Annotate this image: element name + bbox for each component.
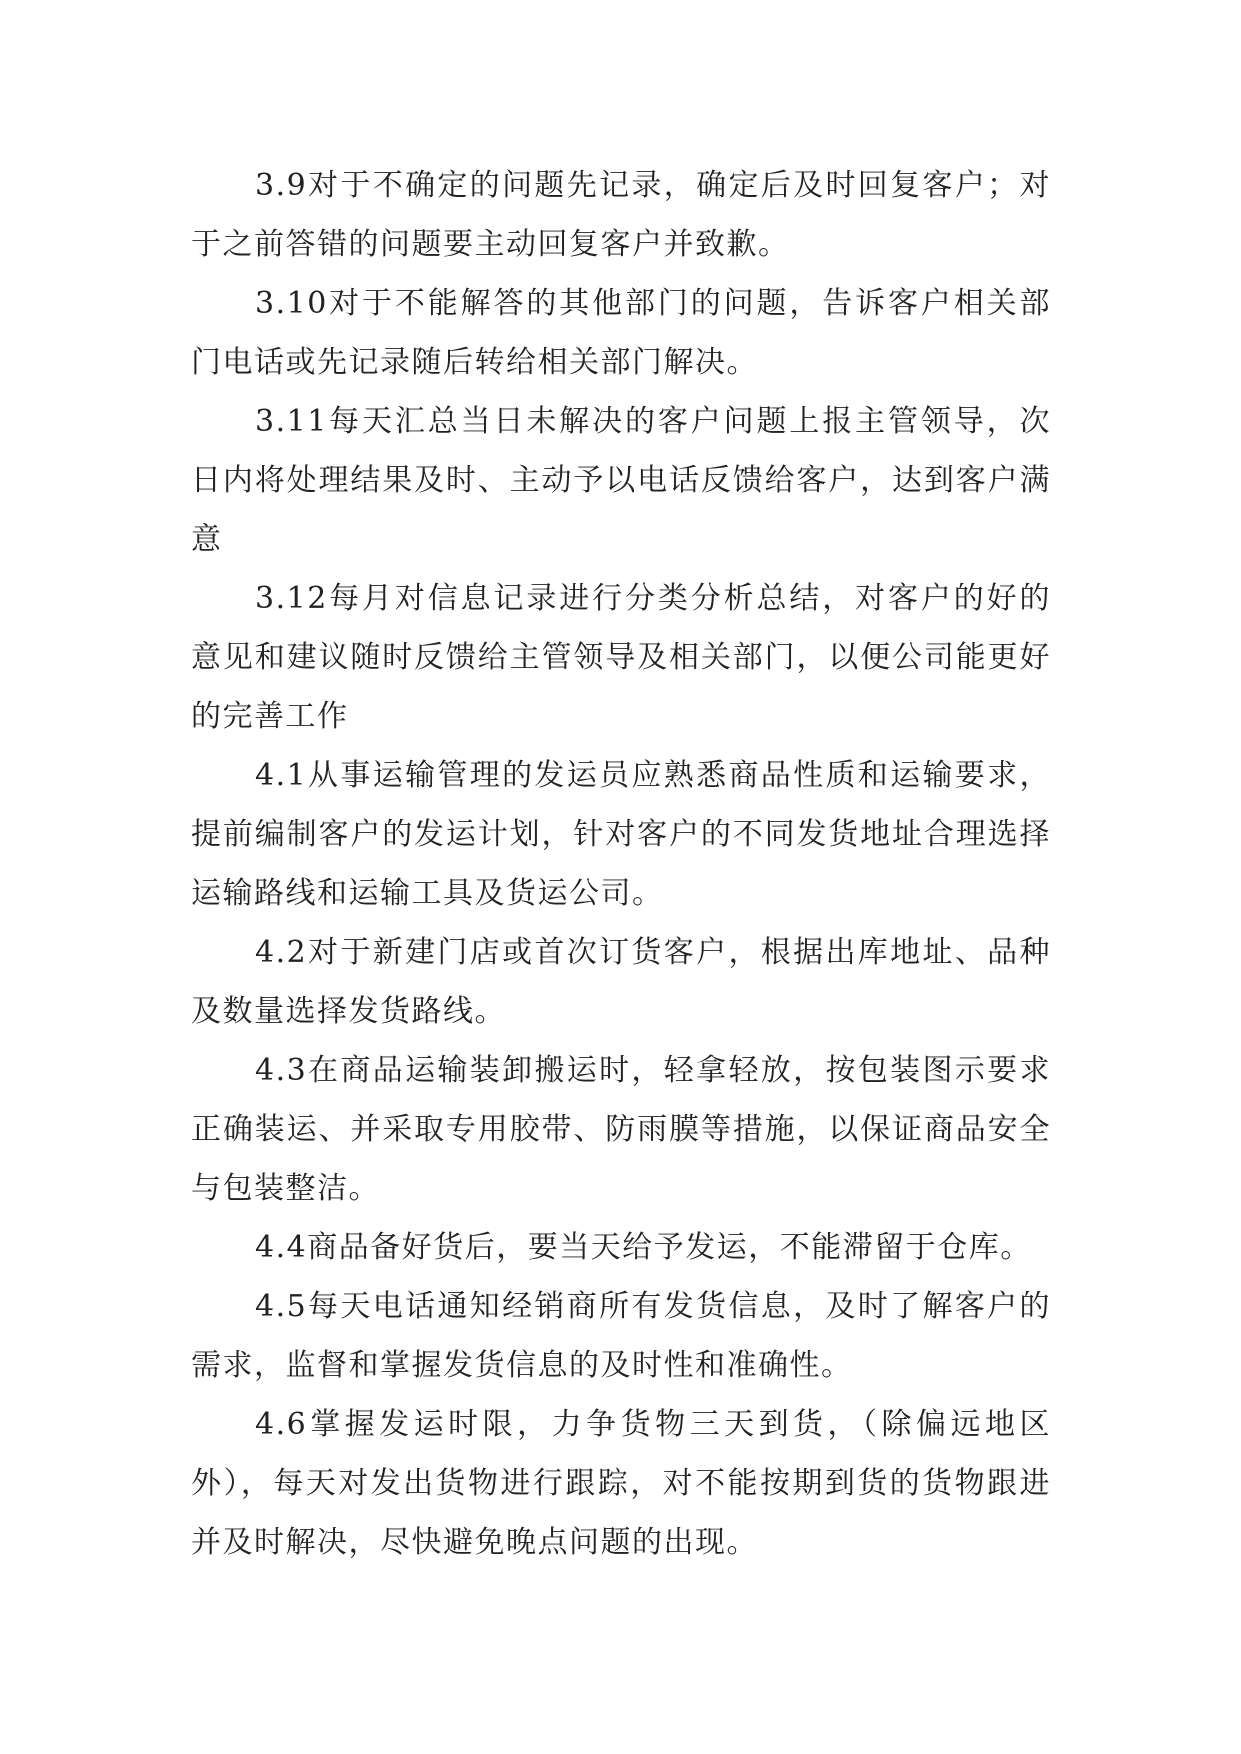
paragraph-4-6: 4.6掌握发运时限，力争货物三天到货，（除偏远地区外），每天对发出货物进行跟踪，对不能按期到货的货物跟进并及时解决，尽快避免晚点问题的出现。 [191, 1407, 1051, 1560]
paragraph-4-2: 4.2对于新建门店或首次订货客户，根据出库地址、品种及数量选择发货路线。 [191, 935, 1051, 1029]
paragraph-3-12: 3.12每月对信息记录进行分类分析总结，对客户的好的意见和建议随时反馈给主管领导及相关部门，以便公司能更好的完善工作 [191, 581, 1051, 734]
paragraph-4-1: 4.1从事运输管理的发运员应熟悉商品性质和运输要求，提前编制客户的发运计划，针对客户的不同发货地址合理选择运输路线和运输工具及货运公司。 [191, 758, 1051, 911]
document-body [191, 156, 1051, 1572]
paragraph-4-4: 4.4商品备好货后，要当天给予发运，不能滞留于仓库。 [255, 1230, 1032, 1265]
paragraph-3-11: 3.11每天汇总当日未解决的客户问题上报主管领导，次日内将处理结果及时、主动予以电话反馈给客户，达到客户满意 [191, 404, 1051, 557]
paragraph-4-5: 4.5每天电话通知经销商所有发货信息，及时了解客户的需求，监督和掌握发货信息的及时性和准确性。 [191, 1289, 1051, 1383]
paragraph-4-3: 4.3在商品运输装卸搬运时，轻拿轻放，按包装图示要求正确装运、并采取专用胶带、防雨膜等措施，以保证商品安全与包装整洁。 [191, 1053, 1051, 1206]
paragraph-3-10: 3.10对于不能解答的其他部门的问题，告诉客户相关部门电话或先记录随后转给相关部门解决。 [191, 286, 1051, 380]
paragraph-3-9: 3.9对于不确定的问题先记录，确定后及时回复客户；对于之前答错的问题要主动回复客户并致歉。 [191, 168, 1051, 262]
